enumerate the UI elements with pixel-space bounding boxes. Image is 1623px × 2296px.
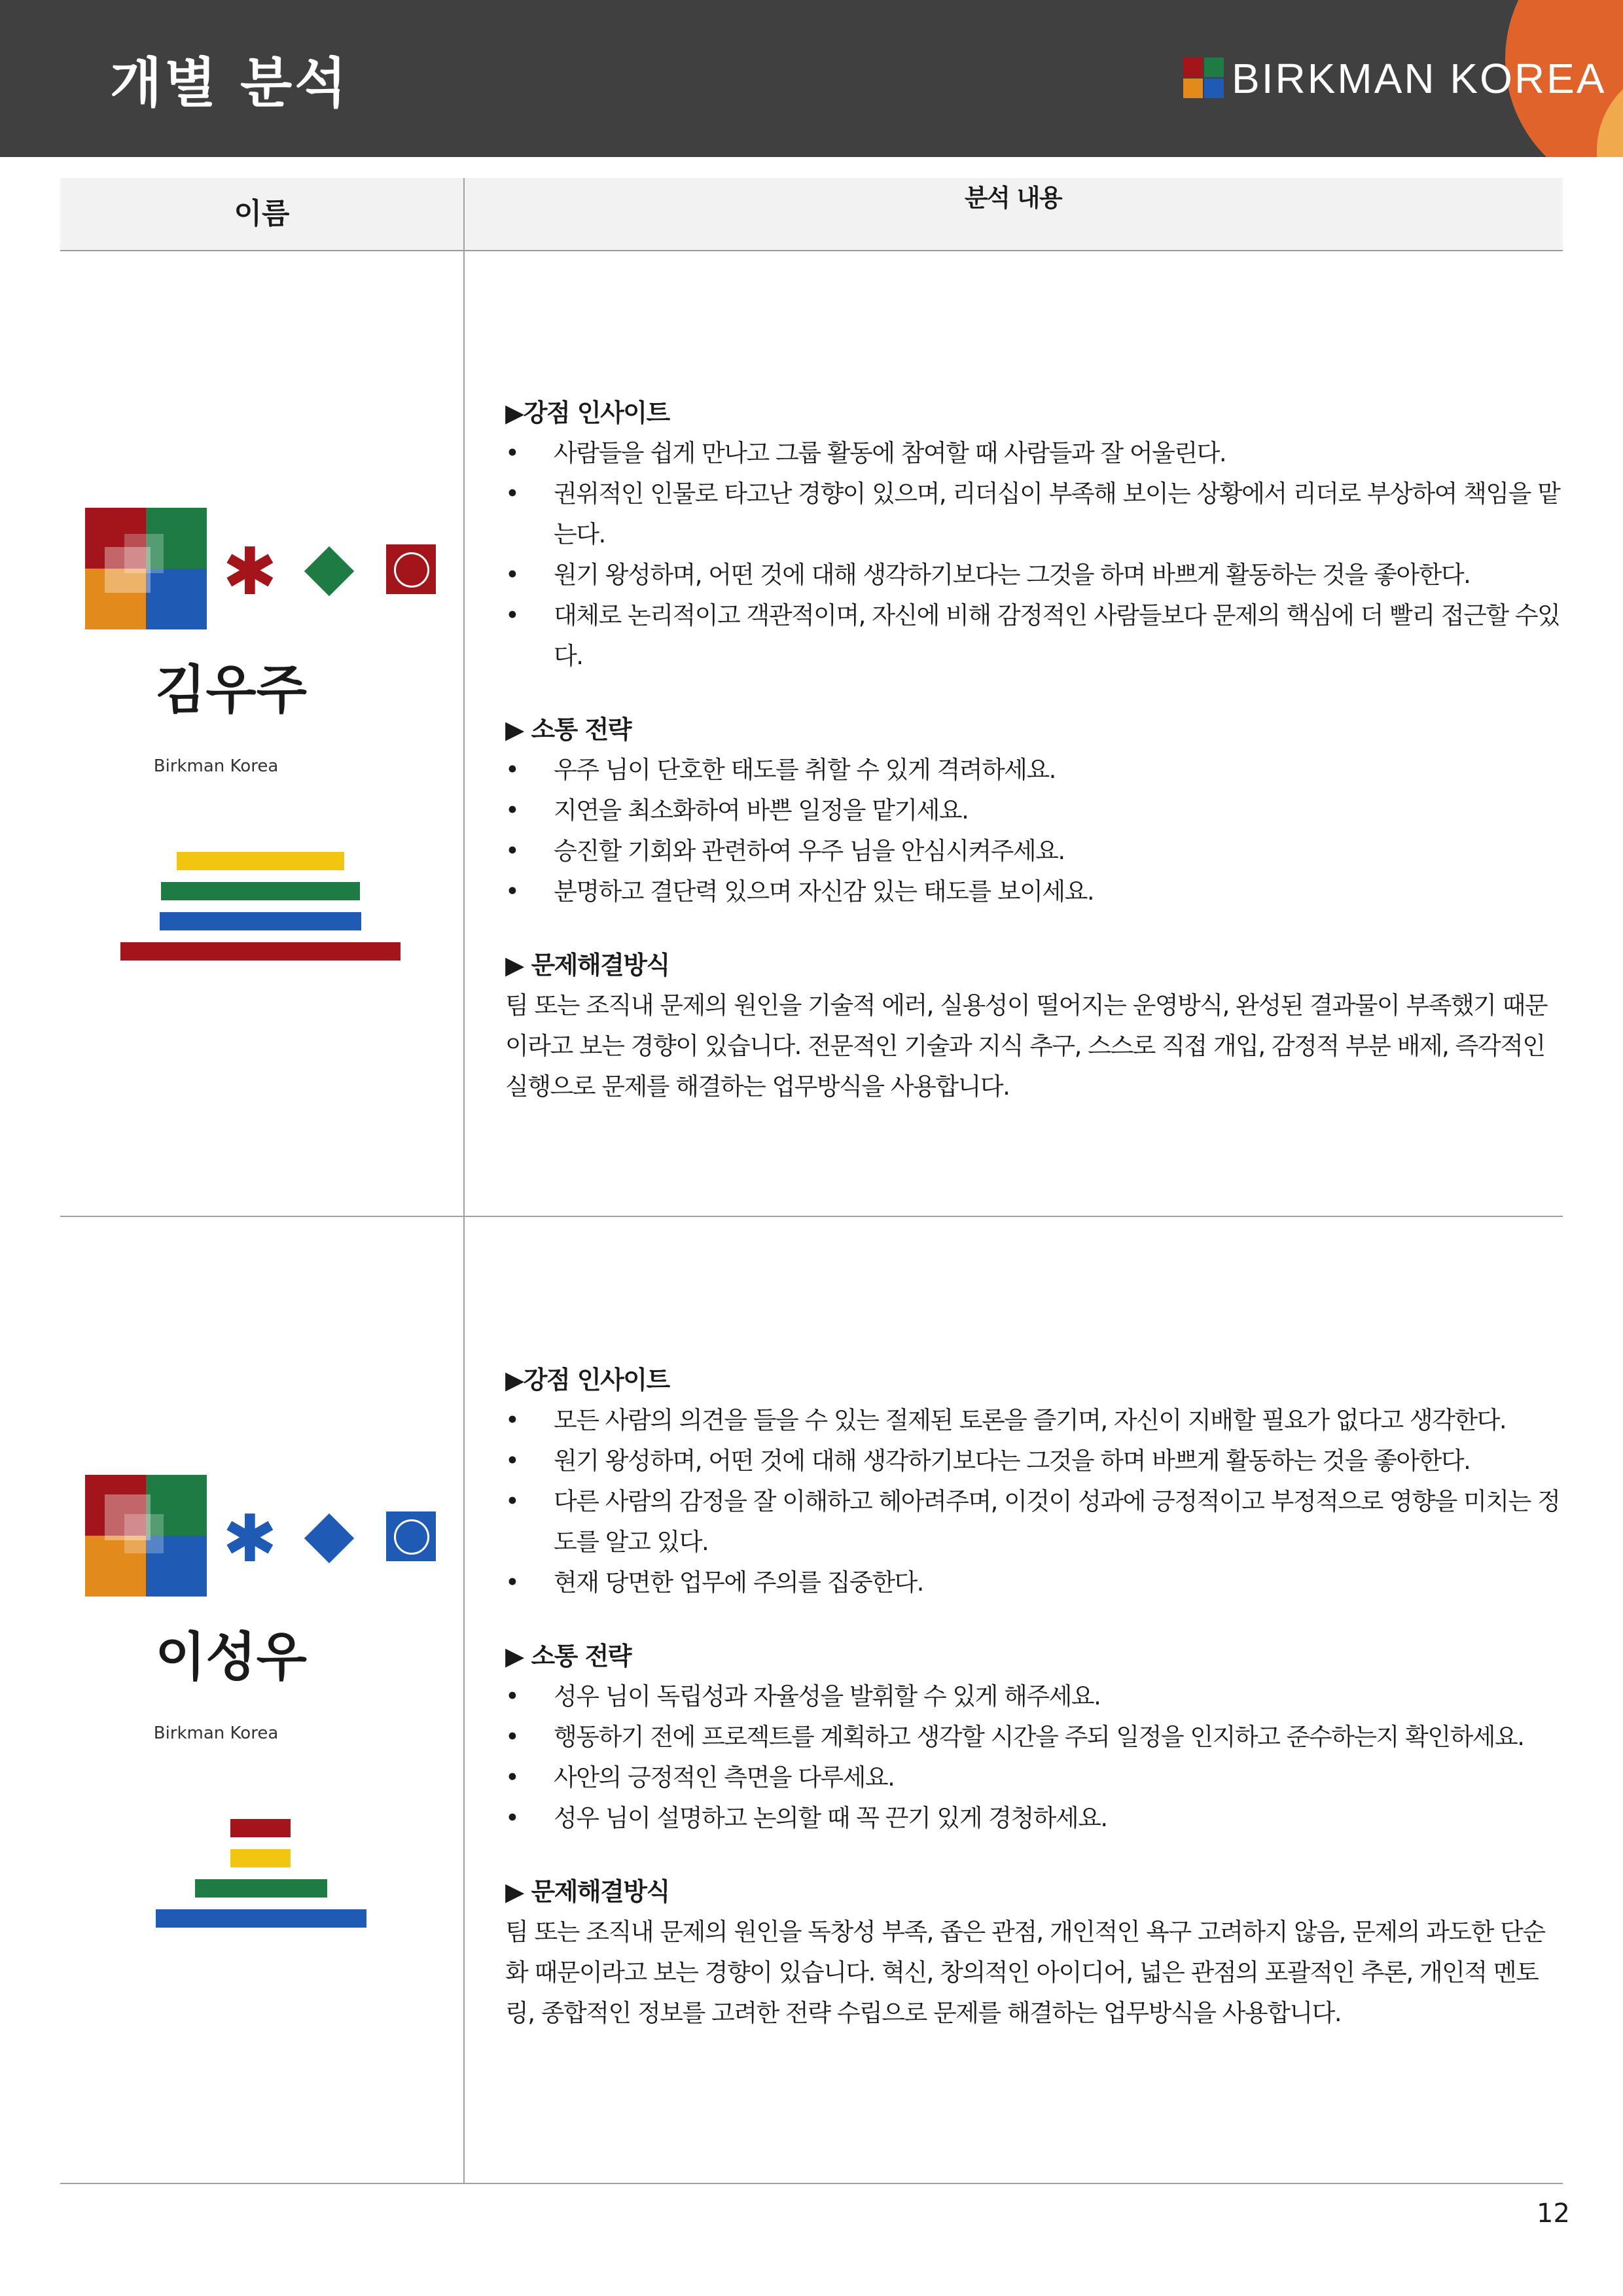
list-item: • 성우 님이 독립성과 자율성을 발휘할 수 있게 해주세요. — [505, 1682, 1101, 1710]
column-divider — [463, 178, 465, 2184]
person-organization: Birkman Korea — [153, 1723, 279, 1743]
birkman-color-grid — [85, 1475, 207, 1597]
list-item: • 현재 당면한 업무에 주의를 집중한다. — [505, 1568, 923, 1597]
bar-yellow — [177, 852, 344, 870]
list-item: • 원기 왕성하며, 어떤 것에 대해 생각하기보다는 그것을 하며 바쁘게 활동하는 것을 좋아한다. — [505, 561, 1471, 589]
analysis-content-2 — [505, 1360, 1565, 2034]
table-header — [60, 178, 1563, 251]
problem-solving-text: 팀 또는 조직내 문제의 원인을 독창성 부족, 좁은 관점, 개인적인 욕구 고려하지 않음, 문제의 과도한 단순화 때문이라고 보는 경향이 있습니다. 혁신, 창의적인 아이디어, 넓은 관점의 포괄적인 추론, 개인적 멘토링, 종합적인 정보를 고려한 전략 수립으로 문제를 해결하는 업무방식을 사용합니다. — [505, 1918, 1545, 2027]
diamond-icon — [304, 546, 354, 596]
list-item: • 권위적인 인물로 타고난 경향이 있으며, 리더십이 부족해 보이는 상황에서 리더로 부상하여 책임을 맡는다. — [505, 480, 1560, 548]
list-item: • 우주 님이 단호한 태도를 취할 수 있게 격려하세요. — [505, 756, 1056, 784]
bar-green — [195, 1879, 327, 1898]
column-header-name: 이름 — [234, 197, 290, 230]
column-header-content: 분석 내용 — [964, 184, 1062, 212]
person-card-1 — [85, 508, 403, 966]
bar-red — [120, 942, 401, 961]
asterisk-icon: ✱ — [223, 1500, 277, 1577]
person-card-2 — [85, 1475, 403, 1933]
list-item: • 성우 님이 설명하고 논의할 때 꼭 끈기 있게 경청하세요. — [505, 1804, 1107, 1832]
brand-logo — [1183, 55, 1606, 102]
bar-yellow — [230, 1849, 291, 1867]
diamond-icon — [304, 1513, 354, 1563]
square-circle-icon — [386, 1511, 436, 1561]
bar-red — [230, 1819, 291, 1837]
analysis-content-1 — [505, 393, 1565, 1107]
list-item: • 지연을 최소화하여 바쁜 일정을 맡기세요. — [505, 796, 969, 824]
list-item: • 다른 사람의 감정을 잘 이해하고 헤아려주며, 이것이 성과에 긍정적이고 부정적으로 영향을 미치는 정도를 알고 있다. — [505, 1487, 1560, 1556]
section-title-problem-solving: ▶ 문제해결방식 — [505, 1877, 669, 1906]
asterisk-icon: ✱ — [223, 533, 277, 610]
person-organization: Birkman Korea — [153, 756, 279, 776]
page-number: 12 — [1537, 2199, 1570, 2229]
list-item: • 원기 왕성하며, 어떤 것에 대해 생각하기보다는 그것을 하며 바쁘게 활동하는 것을 좋아한다. — [505, 1447, 1471, 1475]
section-title-communication: ▶ 소통 전략 — [505, 715, 632, 744]
list-item: • 행동하기 전에 프로젝트를 계획하고 생각할 시간을 주되 일정을 인지하고 준수하는지 확인하세요. — [505, 1723, 1524, 1751]
row-divider — [60, 1216, 1563, 1217]
list-item: • 대체로 논리적이고 객관적이며, 자신에 비해 감정적인 사람들보다 문제의 핵심에 더 빨리 접근할 수있다. — [505, 601, 1560, 670]
list-item: • 분명하고 결단력 있으며 자신감 있는 태도를 보이세요. — [505, 877, 1094, 906]
section-title-communication: ▶ 소통 전략 — [505, 1642, 632, 1670]
square-circle-icon — [386, 544, 436, 594]
page-title: 개별 분석 — [110, 52, 349, 115]
section-title-strengths: ▶강점 인사이트 — [505, 398, 669, 427]
birkman-color-grid — [85, 508, 207, 629]
table-bottom-border — [60, 2183, 1563, 2184]
header-bar — [0, 0, 1623, 157]
bar-blue — [156, 1909, 366, 1928]
person-name: 이성우 — [155, 1627, 307, 1687]
section-title-strengths: ▶강점 인사이트 — [505, 1366, 669, 1394]
bar-green — [161, 882, 360, 900]
bar-blue — [160, 912, 361, 930]
list-item: • 모든 사람의 의견을 들을 수 있는 절제된 토론을 즐기며, 자신이 지배할 필요가 없다고 생각한다. — [505, 1406, 1507, 1434]
brand-logo-icon — [1183, 58, 1225, 99]
person-name: 김우주 — [155, 660, 307, 720]
list-item: • 사람들을 쉽게 만나고 그룹 활동에 참여할 때 사람들과 잘 어울린다. — [505, 439, 1226, 467]
list-item: • 사안의 긍정적인 측면을 다루세요. — [505, 1763, 895, 1792]
brand-name: BIRKMAN KOREA — [1232, 55, 1607, 102]
problem-solving-text: 팀 또는 조직내 문제의 원인을 기술적 에러, 실용성이 떨어지는 운영방식, 완성된 결과물이 부족했기 때문이라고 보는 경향이 있습니다. 전문적인 기술과 지식 추구, 스스로 직접 개입, 감정적 부분 배제, 즉각적인 실행으로 문제를 해결하는 업무방식을 사용합니다. — [505, 991, 1548, 1101]
section-title-problem-solving: ▶ 문제해결방식 — [505, 951, 669, 980]
list-item: • 승진할 기회와 관련하여 우주 님을 안심시켜주세요. — [505, 837, 1065, 865]
